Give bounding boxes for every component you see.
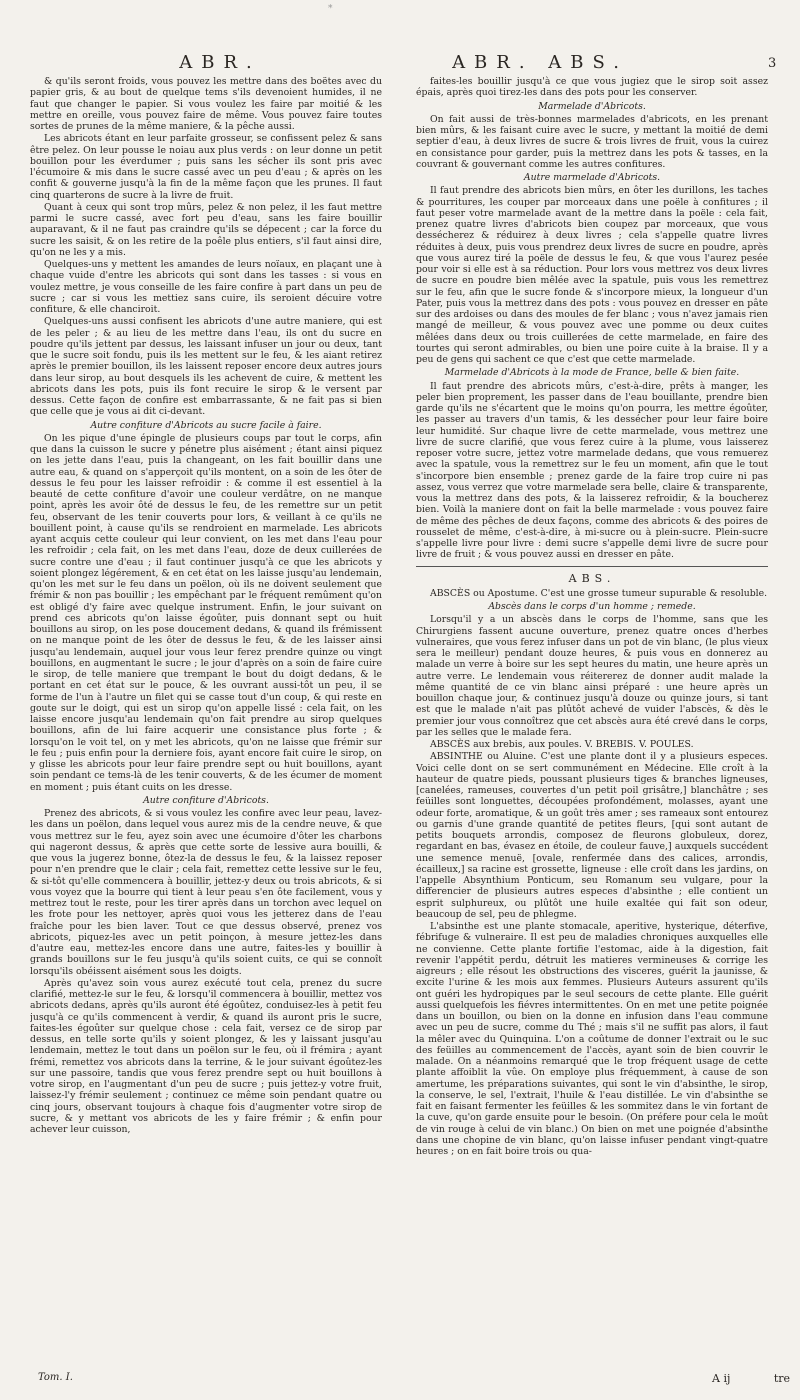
running-header-right: ABR. ABS. xyxy=(452,52,628,73)
recipe-heading: Autre marmelade d'Abricots. xyxy=(523,172,661,183)
paragraph: Quelques-uns aussi confisent les abricots d'une autre maniere, qui est de les peler ; & au lieu de les mettre dans l'eau, ils ont du sucre en poudre qu'ils jettent par dessus, les laissant infuser un jour ou deux, tant que le sucre soit fondu, puis ils les mettent sur le feu, & les aiant retirez après le premier bouillon, ils les laissent reposer encore deux autres jours dans leur sirop, au bout desquels ils les achevent de cuire, & mettent les abricots dans les pots, puis ils font recuire le sirop & le versent par dessus. Cette façon de confire est embarrassante, & ne fait pas si bien que celle que je vous ai dit ci-devant. xyxy=(30,316,382,418)
paragraph: & qu'ils seront froids, vous pouvez les mettre dans des boëtes avec du papier gris, & au bout de quelque tems s'ils devenoient humides, il ne faut que changer le papier. Si vous voulez les faire par moitié & les mettre en oreille, vous pouvez faire de même. Vous pouvez faire toutes sortes de prunes de la même maniere, & la pêche aussi. xyxy=(30,76,382,132)
paragraph: Les abricots étant en leur parfaite grosseur, se confissent pelez & sans être pelez. On leur pousse le noiau aux plus verds : on leur donne un petit bouillon pour les éverdumer ; puis sans les sécher ils sont pris avec l'écumoire & mis dans le sucre cassé avec un peu d'eau ; & après on les confit & gouverne jusqu'à la fin de la même façon que les prunes. Il faut cinq quarterons de sucre à la livre de fruit. xyxy=(30,133,382,201)
signature-mark xyxy=(712,1372,790,1385)
paragraph: Il faut prendre des abricots mûrs, c'est-à-dire, prêts à manger, les peler bien proprement, les passer dans de l'eau bouillante, prendre bien garde qu'ils ne s'écartent que le moins qu'on pourra, les mettre égoûter, les passer au travers d'un tamis, & les dessécher pour leur faire boire leur humidité. Sur chaque livre de cette marmelade, vous mettrez une livre de sucre clarifié, que vous ferez cuire à la plume, vous laisserez reposer votre sucre, jettez votre marmelade dedans, que vous remuerez avec la spatule, vous la remettrez sur le feu un moment, afin que le tout s'incorpore bien ensemble ; prenez garde de la faire trop cuire ni pas assez, vous verrez que votre marmelade sera belle, claire & transparente, vous la mettrez dans des pots, & la laisserez refroidir, & la boucherez bien. Voilà la maniere dont on fait la belle marmelade : vous pouvez faire de même des pêches de deux façons, comme des abricots & des poires de rousselet de même, c'est-à-dire, à mi-sucre ou à plein-sucre. Plein-sucre s'appelle livre pour livre : demi sucre s'appelle demi livre de sucre pour livre de fruit ; & vous pouvez aussi en dresser en pâte. xyxy=(416,380,768,561)
paragraph: Il faut prendre des abricots bien mûrs, en ôter les durillons, les taches & pourritures, les couper par morceaux dans une poële à confitures ; il faut peser votre marmelade avant de la mettre dans la poële : cela fait, prenez quatre livres d'abricots bien coupez par morceaux, que vous dessécherez & réduirez à deux livres ; cela s'appelle quatre livres réduites à deux, puis vous prendrez deux livres de sucre en poudre, après que vous aurez tiré la poële de dessus le feu, & que vous l'aurez pesée pour voir si elle est à sa réduction. Pour lors vous mettrez vos deux livres de sucre en poudre bien mêlée avec la spatule, puis vous les remettrez sur le feu, afin que le sucre fonde & s'incorpore mieux, la longueur d'un Pater, puis vous la mettrez dans des pots : vous pouvez en dresser en pâte sur des ardoises ou dans des moules de fer blanc ; vous n'avez jamais rien mangé de meilleur, & vous pouvez avec une pomme ou deux cuites mêlées dans deux ou trois cuillerées de cette marmelade, en faire des tourtes qui seront admirables, ou bien une poire cuite à la braise. Il y a peu de gens qui sachent ce que c'est que cette marmelade. xyxy=(416,185,768,365)
recipe-heading: Marmelade d'Abricots. xyxy=(538,100,646,112)
recipe-heading: Marmelade d'Abricots à la mode de France, belle & bien faite. xyxy=(444,367,740,379)
paragraph: Après qu'avez soin vous aurez exécuté tout cela, prenez du sucre clarifié, mettez-le sur le feu, & lorsqu'il commencera à bouillir, mettez vos abricots dedans, après qu'ils auront été égoûtez, conduisez-les à petit feu jusqu'à ce qu'ils commencent à verdir, & quand ils auront pris le sucre, faites-les égoûter sur quelque chose : cela fait, versez ce de sirop par dessus, en telle sorte qu'ils y soient plongez, & les y laissant jusqu'au lendemain, mettez le tout dans un poëlon sur le feu, où il frémira ; ayant frémi, remettez vos abricots dans la terrine, & le jour suivant égoûtez-les sur une passoire, tandis que vous ferez prendre sept ou huit bouillons à votre sirop, en l'augmentant d'un peu de sucre ; puis jettez-y votre fruit, laissez-l'y frémir seulement ; continuez ce même soin pendant quatre ou cinq jours, observant toujours à chaque fois d'augmenter votre sirop de sucre, & y mettant vos abricots de les y faire frémir ; & enfin pour achever leur cuisson, xyxy=(30,977,382,1135)
section-heading: ABS. xyxy=(568,571,616,585)
recipe-heading: Abscès dans le corps d'un homme ; remede. xyxy=(488,601,696,612)
recipe-heading: Autre confiture d'Abricots. xyxy=(143,794,269,806)
paragraph: On fait aussi de très-bonnes marmelades d'abricots, en les prenant bien mûrs, & les faisant cuire avec le sucre, y mettant la moitié de demi septier d'eau, à deux livres de sucre & trois livres de fruit, vous la cuirez en consistance pour garder, puis la mettrez dans les pots & tasses, en la couvrant & gouvernant comme les autres confitures. xyxy=(416,113,768,170)
section-divider xyxy=(416,566,768,567)
paragraph: Quant à ceux qui sont trop mûrs, pelez & non pelez, il les faut mettre parmi le sucre cassé, avec fort peu d'eau, sans les faire bouillir auparavant, & il ne faut pas craindre qu'ils se dépecent ; car la force du sucre les saisit, & on les retire de la poêle plus entiers, s'il faut ainsi dire, qu'on ne les y a mis. xyxy=(30,201,382,258)
paragraph: L'absinthe est une plante stomacale, aperitive, hysterique, déterfive, fébrifuge & vulneraire. Il est peu de maladies chroniques auxquelles elle ne convienne. Cette plante fortifie l'estomac, aide à la digestion, fait revenir l'appétit perdu, détruit les matieres vermineuses & corrige les aigreurs ; elle résout les obstructions des visceres, guérit la jaunisse, & excite l'urine & les mois aux femmes. Plusieurs Auteurs assurent qu'ils ont guéri les hydropiques par le seul secours de cette plante. Elle guérit aussi quelquefois les fiévres intermittentes. On en met une petite poignée dans un bouillon, ou bien on la donne en infusion dans l'eau commune avec un peu de sucre, comme du Thé ; mais s'il ne suffit pas alors, il faut la mêler avec du Quinquina. L'on a coûtume de donner l'extrait ou le suc des feüilles au commencement de l'accès, ayant soin de bien couvrir le malade. On a néanmoins remarqué que le trop fréquent usage de cette plante affoiblit la vûe. On employe plus fréquemment, à cause de son amertume, les préparations suivantes, qui sont le vin d'absinthe, le sirop, la conserve, le sel, l'extrait, l'huile & l'eau distillée. Le vin d'absinthe se fait en faisant fermenter les feüilles & les sommitez dans le vin fortant de la cuve, qu'on garde ensuite pour le besoin. (On préfere pour cela le moût de vin rouge à celui de vin blanc.) On bien on met une poignée d'absinthe dans une chopine de vin blanc, qu'on laisse infuser pendant vingt-quatre heures ; on en fait boire trois ou qua- xyxy=(416,921,768,1157)
left-column xyxy=(30,76,382,1372)
paragraph: faites-les bouillir jusqu'à ce que vous jugiez que le sirop soit assez épais, après quoi tirez-les dans des pots pour les conserver. xyxy=(416,76,768,99)
paragraph: ABSCÈS ou Apostume. C'est une grosse tumeur supurable & resoluble. xyxy=(430,587,768,599)
paragraph: ABSINTHE ou Aluine. C'est une plante dont il y a plusieurs especes. Voici celle dont on se sert communément en Médecine. Elle croît à la hauteur de quatre pieds, poussant plusieurs tiges & branches ligneuses, [canelées, rameuses, couvertes d'un petit poil grisâtre,] blanchâtre ; ses feüilles sont longuettes, découpées profondément, molasses, ayant une odeur forte, aromatique, & un goût très amer ; ses rameaux sont entourez ou garnis d'une grande quantité de petites fleurs, [qui sont autant de petits bouquets arrondis, composez de fleurons globuleux, dorez, regardant en bas, évasez en étoile, de couleur fauve,] auxquels succédent une semence menuë, [ovale, renfermée dans des calices, arrondis, écailleux,] sa racine est grossette, ligneuse : elle croît dans les jardins, on l'appelle Absynthium Ponticum, seu Romanum seu vulgare, pour la differencier de plusieurs autres especes d'absinthe ; elle contient un esprit sulphureux, ou plûtôt une huile exaltée qui fait son odeur, beaucoup de sel, peu de phlegme. xyxy=(416,751,768,920)
volume-footer: Tom. I. xyxy=(38,1372,73,1383)
paragraph: ABSCÈS aux brebis, aux poules. V. BREBIS. V. POULES. xyxy=(430,739,694,750)
paragraph: On les pique d'une épingle de plusieurs coups par tout le corps, afin que dans la cuisson le sucre y pénetre plus aisément ; étant ainsi piquez on les jette dans l'eau, puis la changeant, on les fait bouillir dans une autre eau, & quand on s'apperçoit qu'ils montent, on a soin de les ôter de dessus le feu pour les laisser refroidir : & comme il est essentiel à la beauté de cette confiture d'avoir une couleur verdâtre, on ne manque point, après les avoir ôté de dessus le feu, de les remettre sur un petit feu, observant de les tenir couverts pour lors, & veillant à ce qu'ils ne bouillent point, à cause qu'ils se rendroient en marmelade. Les abricots ayant acquis cette couleur qui leur convient, on les met dans l'eau pour les refroidir ; cela fait, on les met dans l'eau, doze de deux cuillerées de sucre contre une d'eau ; il faut continuer jusqu'à ce que les abricots y soient plongez légérement, & en cet état on les laisse jusqu'au lendemain, qu'on les met sur le feu dans un poëlon, où ils ne doivent seulement que frémir & non pas bouillir ; les empêchant par le fréquent remûment qu'on est obligé d'y faire avec quelque instrument. Enfin, le jour suivant on prend ces abricots qu'on laisse égoûter, puis donnant sept ou huit bouillons au sirop, on les pose doucement dedans, & quand ils frémissent on ne manque point de les ôter de dessus le feu, & de les laisser ainsi jusqu'au lendemain, auquel jour vous leur ferez prendre quinze ou vingt bouillons, en augmentant le sucre ; le jour d'après on a soin de faire cuire le sirop, de telle maniere que trempant le bout du doigt dedans, & le portant en cet état sur le pouce, & les ouvrant aussi-tôt un peu, il se forme de l'un à l'autre un filet qui se casse tout d'un coup, & qui reste en goute sur le doigt, qui est un sirop qu'on appelle lissé : cela fait, on les laisse encore jusqu'au lendemain qu'on fait prendre au sirop quelques bouillons, afin de lui faire acquerir une consistance plus forte ; & lorsqu'on le voit tel, on y met les abricots, qu'on ne laisse que frémir sur le feu ; puis enfin pour la derniere fois, ayant encore fait cuire le sirop, on y glisse les abricots pour leur faire prendre sept ou huit bouillons, ayant soin pendant ce tems-là de les tenir couverts, & de les écumer de moment en moment ; puis étant cuits on les dresse. xyxy=(30,432,382,793)
signature-text: A ij xyxy=(712,1372,731,1385)
catchword: tre xyxy=(773,1372,791,1385)
page-number: 3 xyxy=(768,56,777,71)
recipe-heading: Autre confiture d'Abricots au sucre facile à faire. xyxy=(90,419,322,431)
paragraph: Prenez des abricots, & si vous voulez les confire avec leur peau, lavez-les dans un poëlon, dans lequel vous aurez mis de la cendre neuve, & que vous mettrez sur le feu, ayez soin avec une écumoire d'ôter les charbons qui nageront dessus, & après que cette sorte de lessive aura bouilli, & que vous la jugerez bonne, ôtez-la de dessus le feu, & la laissez reposer pour n'en prendre que le clair ; cela fait, remettez cette lessive sur le feu, & si-tôt qu'elle commencera à bouillir, jettez-y deux ou trois abricots, & si vous voyez que la bourre qui tient à leur peau s'en ôte facilement, vous y mettrez tout le reste, pour les tirer après dans un torchon avec lequel on les frote pour les nettoyer, après quoi vous les jetterez dans de l'eau fraîche pour les bien laver. Tout ce que dessus observé, prenez vos abricots, piquez-les avec un petit poinçon, à mesure jettez-les dans d'autre eau, mettez-les encore dans une autre, faites-les y bouillir à grands bouillons sur le feu jusqu'à qu'ils soient cuits, ce qui se connoît lorsqu'ils obéissent aisément sous les doigts. xyxy=(30,808,382,977)
paragraph: Quelques-uns y mettent les amandes de leurs noïaux, en plaçant une à chaque vuide d'entre les abricots qui sont dans les tasses : si vous en voulez mettre, je vous conseille de les faire confire à part dans un peu de sucre ; car si vous les mettiez sans cuire, ils seroient décuire votre confiture, & elle chanciroit. xyxy=(30,259,382,315)
running-header-left: ABR. xyxy=(179,52,261,73)
right-column xyxy=(416,76,768,1372)
page-top-mark: * xyxy=(328,4,333,14)
paragraph: Lorsqu'il y a un abscès dans le corps de l'homme, sans que les Chirurgiens fassent aucune ouverture, prenez quatre onces d'herbes vulneraires, que vous ferez infuser dans un pot de vin blanc, (le plus vieux sera le meilleur) pendant douze heures, & puis vous en donnerez au malade un verre à boire sur les sept heures du matin, une heure après un autre verre. Le lendemain vous réitererez de donner audit malade la même quantité de ce vin blanc ainsi préparé : une heure après un bouillon chaque jour, & continuez jusqu'à douze ou quinze jours, si tant est que le malade n'ait pas plûtôt achevé de vuider l'abscès, & dès le premier jour vous connoîtrez que cet abscès aura été crevé dans le corps, par les selles que le malade fera. xyxy=(416,614,768,738)
